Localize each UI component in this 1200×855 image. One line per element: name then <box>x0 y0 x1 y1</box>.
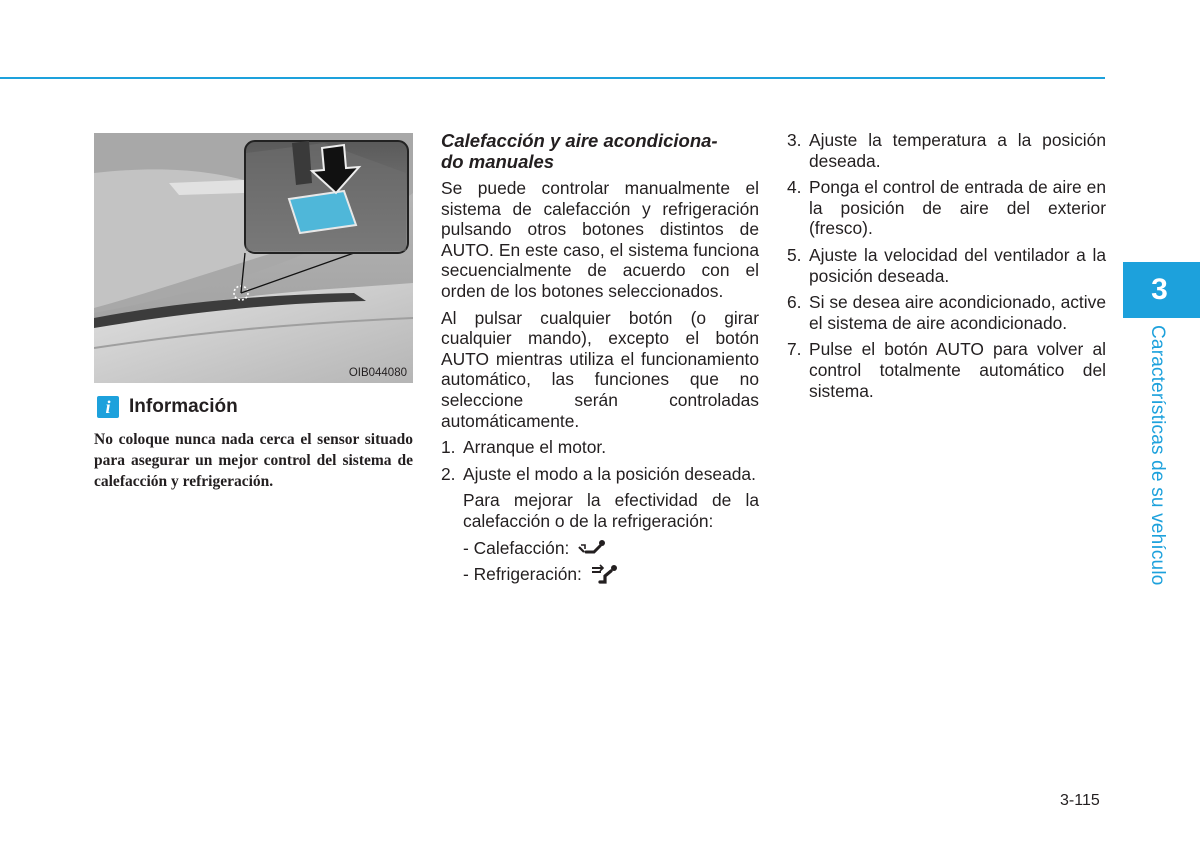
info-title: Información <box>129 396 238 417</box>
step-item: 4. Ponga el control de entrada de aire en la posición de aire del exterior (fresco). <box>787 177 1106 239</box>
heating-mode-label: - Calefacción: <box>463 537 570 558</box>
right-column <box>787 130 1106 407</box>
step-item: 1. Arranque el motor. <box>441 437 607 458</box>
intro-paragraph: Se puede controlar manualmente el sistema de calefacción y refrigeración pulsando otros botones distintos de AUTO. En este caso, el sistema funciona secuencialmente de acuerdo con el orden de los botones seleccionados. <box>441 178 759 301</box>
floor-vent-icon <box>577 539 607 557</box>
chapter-title: Características de su vehículo <box>1147 325 1168 586</box>
cooling-mode-label: - Refrigeración: <box>463 564 582 585</box>
info-icon: i <box>97 396 119 418</box>
header-rule <box>0 77 1105 79</box>
cooling-mode-line <box>463 564 759 585</box>
middle-column <box>441 130 759 591</box>
figure-code: OIB044080 <box>348 367 407 379</box>
second-paragraph: Al pulsar cualquier botón (o girar cualquier mando), excepto el botón AUTO mientras utiliza el funcionamiento automático, las funciones que no seleccione serán controladas automáticamente. <box>441 307 759 431</box>
info-text: No coloque nunca nada cerca el sensor situado para asegurar un mejor control del sistema de calefacción y refrigeración. <box>94 431 413 490</box>
step-item: 3. Ajuste la temperatura a la posición deseada. <box>787 130 1106 171</box>
chapter-tab: 3 <box>1123 262 1200 318</box>
page-number: 3-115 <box>1060 792 1100 809</box>
dashboard-illustration <box>94 133 413 383</box>
step2-note: Para mejorar la efectividad de la calefacción o de la refrigeración: <box>463 490 759 531</box>
section-heading: Calefacción y aire acondiciona- do manuales <box>441 130 718 172</box>
step-item: 6. Si se desea aire acondicionado, active el sistema de aire acondicionado. <box>787 292 1106 333</box>
step-item: 5. Ajuste la velocidad del ventilador a la posición deseada. <box>787 244 1106 286</box>
step-item: 7. Pulse el botón AUTO para volver al control totalmente automático del sistema. <box>787 339 1106 401</box>
face-vent-icon <box>590 564 620 584</box>
heating-mode-line <box>463 538 759 559</box>
info-heading <box>97 396 238 418</box>
step-item: 2. Ajuste el modo a la posición deseada. <box>441 463 756 484</box>
sensor-figure <box>94 133 413 383</box>
